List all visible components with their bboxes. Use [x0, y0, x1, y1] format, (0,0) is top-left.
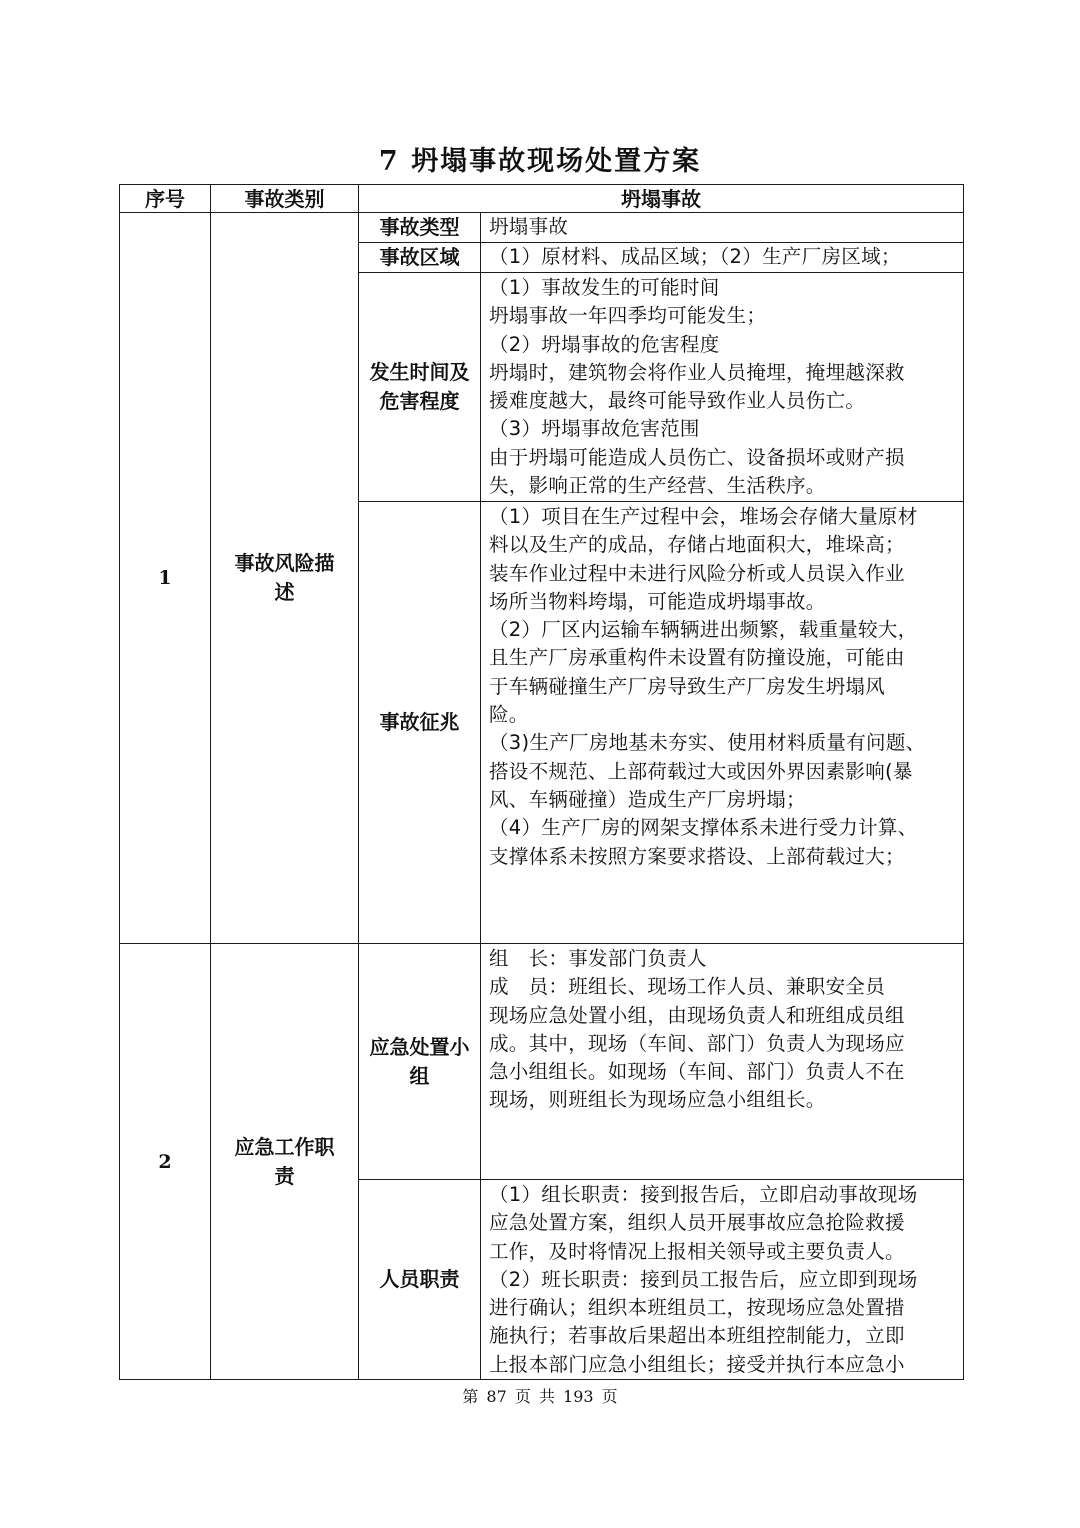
sub-label-accident-type: 事故类型 [359, 213, 481, 243]
row-seq-1: 1 [120, 213, 211, 944]
content-time-and-harm [481, 273, 964, 502]
content-accident-area [481, 243, 964, 273]
content-line: （2）厂区内运输车辆辆进出频繁，载重量较大， [489, 618, 918, 642]
sub-label-response-team: 应急处置小组 [359, 944, 481, 1180]
sub-label-time-and-harm: 发生时间及危害程度 [359, 273, 481, 502]
content-line: 风、车辆碰撞）造成生产厂房坍塌； [489, 787, 806, 811]
content-line: 进行确认；组织本班组员工，按现场应急处置措 [489, 1296, 905, 1320]
table-header-row [120, 185, 964, 213]
content-line: 应急处置方案，组织人员开展事故应急抢险救援 [489, 1211, 905, 1235]
content-line: 于车辆碰撞生产厂房导致生产厂房发生坍塌风 [489, 674, 886, 698]
content-line: 支撑体系未按照方案要求搭设、上部荷载过大； [489, 844, 905, 868]
content-line: 成。其中，现场（车间、部门）负责人为现场应 [489, 1031, 905, 1055]
content-line: （2）坍塌事故的危害程度 [489, 332, 720, 356]
content-line: 现场应急处置小组，由现场负责人和班组成员组 [489, 1003, 905, 1027]
content-line: （1）原材料、成品区域；（2）生产厂房区域； [489, 245, 901, 269]
content-line: 坍塌时，建筑物会将作业人员掩埋，掩埋越深救 [489, 360, 905, 384]
content-line: （4）生产厂房的网架支撑体系未进行受力计算、 [489, 816, 918, 840]
header-seq: 序号 [120, 185, 211, 213]
content-accident-signs [481, 502, 964, 944]
sub-label-personnel-duties: 人员职责 [359, 1180, 481, 1380]
content-line: （1）事故发生的可能时间 [489, 276, 720, 299]
content-line: 装车作业过程中未进行风险分析或人员误入作业 [489, 561, 905, 585]
content-line: 且生产厂房承重构件未设置有防撞设施，可能由 [489, 646, 905, 670]
content-personnel-duties [481, 1180, 964, 1380]
content-accident-type [481, 213, 964, 243]
page-footer: 第 87 页 共 193 页 [462, 1387, 618, 1406]
disposal-plan-table [119, 184, 964, 1380]
table-row [120, 944, 964, 1180]
header-category: 事故类别 [211, 185, 359, 213]
row-category-duties: 应急工作职责 [211, 944, 359, 1380]
content-line: 上报本部门应急小组组长；接受并执行本应急小 [489, 1352, 905, 1376]
row-seq-2: 2 [120, 944, 211, 1380]
content-line: 坍塌事故 [489, 215, 569, 239]
content-line: （3)生产厂房地基未夯实、使用材料质量有问题、 [489, 731, 926, 755]
content-line: 由于坍塌可能造成人员伤亡、设备损坏或财产损 [489, 445, 905, 469]
content-line: 援难度越大，最终可能导致作业人员伤亡。 [489, 389, 866, 413]
table-row [120, 213, 964, 243]
content-line: 成 员：班组长、现场工作人员、兼职安全员 [489, 975, 886, 999]
content-line: 料以及生产的成品，存储占地面积大，堆垛高； [489, 533, 905, 557]
page-title: 7 坍塌事故现场处置方案 [378, 146, 702, 177]
content-line: （1）项目在生产过程中会，堆场会存储大量原材 [489, 505, 918, 528]
content-line: 工作，及时将情况上报相关领导或主要负责人。 [489, 1239, 905, 1263]
content-line: 组 长：事发部门负责人 [489, 947, 707, 970]
content-line: 急小组组长。如现场（车间、部门）负责人不在 [489, 1060, 905, 1084]
content-line: 险。 [489, 703, 529, 727]
content-line: （1）组长职责：接到报告后，立即启动事故现场 [489, 1183, 918, 1206]
content-line: （2）班长职责：接到员工报告后，应立即到现场 [489, 1267, 918, 1291]
content-line: 现场，则班组长为现场应急小组组长。 [489, 1088, 826, 1112]
content-line: 施执行；若事故后果超出本班组控制能力，立即 [489, 1324, 905, 1348]
content-response-team [481, 944, 964, 1180]
row-category-risk: 事故风险描述 [211, 213, 359, 944]
sub-label-accident-area: 事故区域 [359, 243, 481, 273]
sub-label-accident-signs: 事故征兆 [359, 502, 481, 944]
content-line: （3）坍塌事故危害范围 [489, 417, 700, 441]
content-line: 场所当物料垮塌，可能造成坍塌事故。 [489, 589, 826, 613]
content-line: 坍塌事故一年四季均可能发生； [489, 304, 767, 328]
header-accident-type: 坍塌事故 [359, 185, 964, 213]
content-line: 失，影响正常的生产经营、生活秩序。 [489, 474, 826, 498]
content-line: 搭设不规范、上部荷载过大或因外界因素影响(暴 [489, 759, 913, 783]
